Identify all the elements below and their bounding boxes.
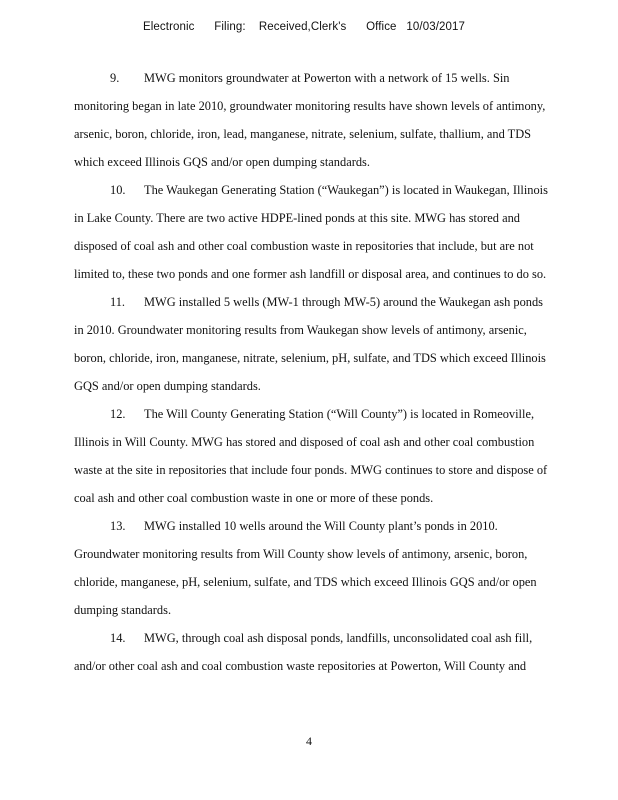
page-number: 4 — [306, 734, 312, 748]
paragraph-line: monitoring began in late 2010, groundwater monitoring results have shown levels of antimony, — [74, 99, 546, 113]
paragraph-number: 12. — [110, 407, 126, 421]
paragraph-line: MWG, through coal ash disposal ponds, landfills, unconsolidated coal ash fill, — [144, 631, 533, 645]
paragraph-number: 11. — [110, 295, 126, 309]
paragraph-line: arsenic, boron, chloride, iron, lead, manganese, nitrate, selenium, sulfate, thallium, and TDS — [74, 127, 532, 141]
paragraph-line: chloride, manganese, pH, selenium, sulfate, and TDS which exceed Illinois GQS and/or open — [74, 575, 537, 589]
paragraph-number: 14. — [110, 631, 126, 645]
paragraph-line: boron, chloride, iron, manganese, nitrate, selenium, pH, sulfate, and TDS which exceed Illinois — [74, 351, 546, 365]
paragraph-line: in Lake County. There are two active HDPE-lined ponds at this site. MWG has stored and — [74, 211, 520, 225]
paragraph-line: Illinois in Will County. MWG has stored and disposed of coal ash and other coal combustion — [74, 435, 535, 449]
paragraph-line: The Will County Generating Station (“Will County”) is located in Romeoville, — [144, 407, 535, 421]
paragraph-line: MWG installed 5 wells (MW-1 through MW-5) around the Waukegan ash ponds — [144, 295, 543, 309]
paragraph-line: MWG installed 10 wells around the Will County plant’s ponds in 2010. — [144, 519, 498, 533]
paragraph-line: which exceed Illinois GQS and/or open dumping standards. — [74, 155, 370, 169]
paragraph-line: The Waukegan Generating Station (“Waukegan”) is located in Waukegan, Illinois — [144, 183, 548, 197]
paragraph-line: waste at the site in repositories that include four ponds. MWG continues to store and dispose of — [74, 463, 548, 477]
paragraph-line: Groundwater monitoring results from Will County show levels of antimony, arsenic, boron, — [74, 547, 528, 561]
paragraph-line: GQS and/or open dumping standards. — [74, 379, 261, 393]
paragraph-number: 9. — [110, 71, 120, 85]
paragraph-number: 13. — [110, 519, 126, 533]
paragraph-line: and/or other coal ash and coal combustion waste repositories at Powerton, Will County and — [74, 659, 527, 673]
paragraph-line: dumping standards. — [74, 603, 172, 617]
paragraph-line: MWG monitors groundwater at Powerton with a network of 15 wells. Sin — [144, 71, 510, 85]
paragraph-line: limited to, these two ponds and one former ash landfill or disposal area, and continues to do so. — [74, 267, 547, 281]
paragraph-line: in 2010. Groundwater monitoring results from Waukegan show levels of antimony, arsenic, — [74, 323, 527, 337]
paragraph-line: disposed of coal ash and other coal combustion waste in repositories that include, but are not — [74, 239, 534, 253]
paragraph-line: coal ash and other coal combustion waste in one or more of these ponds. — [74, 491, 434, 505]
filing-header: Electronic Filing: Received,Clerk's Office 10/03/2017 — [143, 21, 465, 33]
paragraph-number: 10. — [110, 183, 126, 197]
